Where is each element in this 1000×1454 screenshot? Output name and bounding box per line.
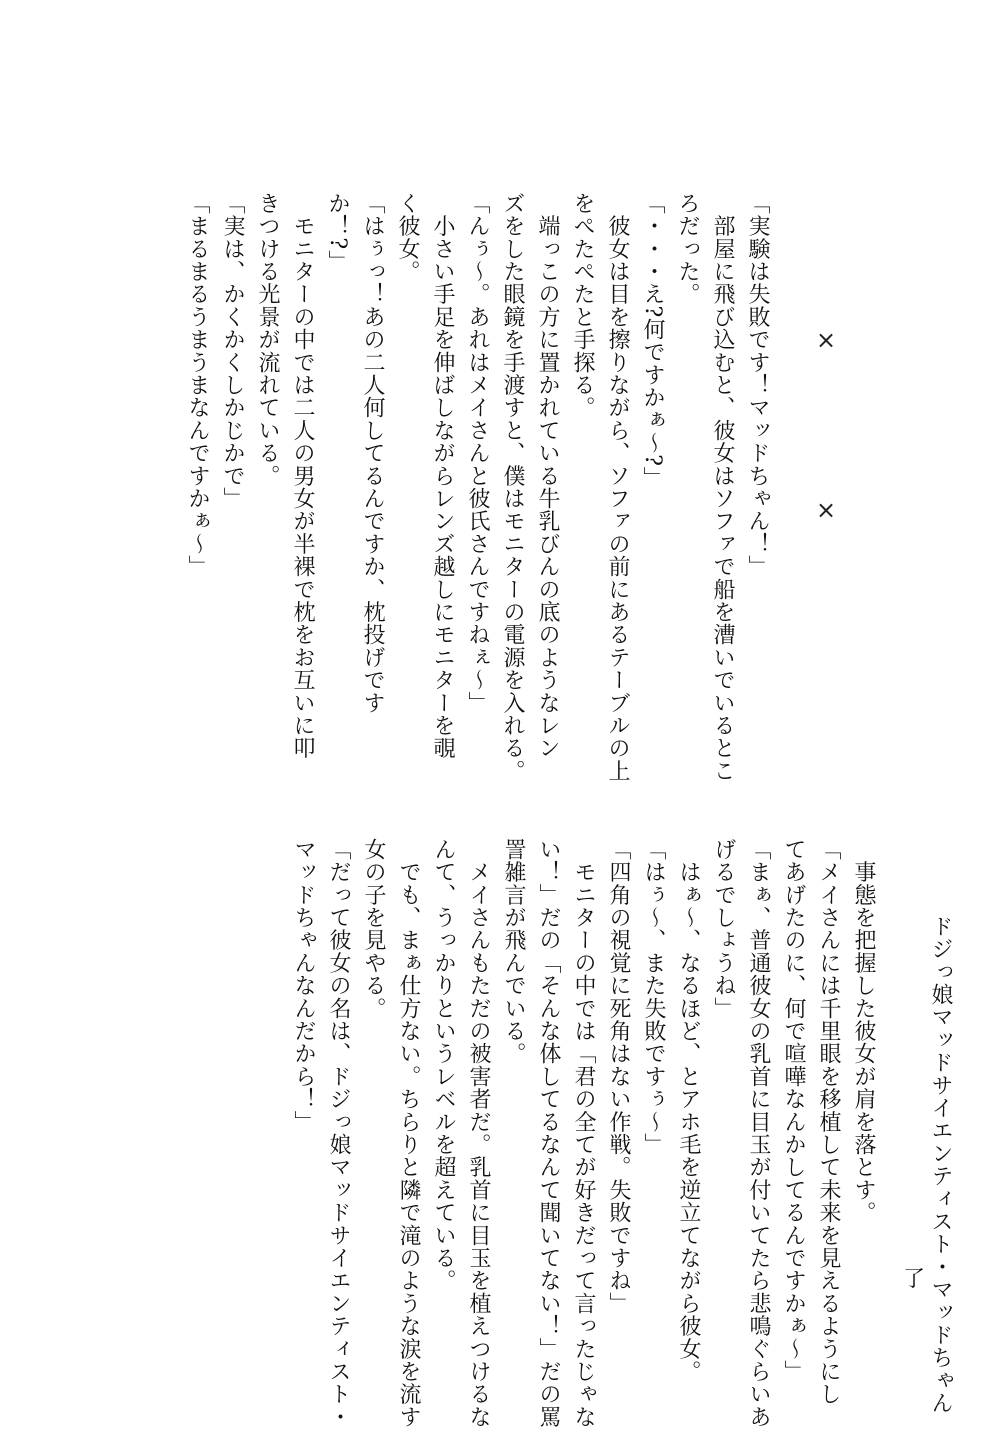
text-column: 「はぅっ！あの二人何してるんですか、枕投げです	[360, 192, 385, 715]
text-column: 「四角の視覚に死角はない作戦。失敗ですね」	[606, 838, 631, 1315]
text-column: モニターの中では「君の全てが好きだって言ったじゃな	[571, 838, 596, 1429]
text-column: でも、まぁ仕方ない。ちらりと隣で滝のような涙を流す	[396, 838, 421, 1429]
text-column: 部屋に飛び込むと、彼女はソファで船を漕いでいるとこ	[710, 192, 735, 783]
text-column: 小さい手足を伸ばしながらレンズ越しにモニターを覗	[430, 192, 455, 760]
story-title-byline: ドジっ娘マッドサイエンティスト・マッドちゃん	[928, 915, 953, 1415]
text-column: く彼女。	[395, 192, 420, 283]
text-column: 「まぁ、普通彼女の乳首に目玉が付いてたら悲鳴ぐらいあ	[746, 838, 771, 1429]
text-column: メイさんもただの被害者だ。乳首に目玉を植えつけるな	[466, 838, 491, 1429]
text-column: ズをした眼鏡を手渡すと、僕はモニターの電源を入れる。	[500, 192, 525, 783]
text-column: はぁ〜、なるほど、とアホ毛を逆立てながら彼女。	[676, 838, 701, 1383]
text-column: か！?」	[325, 192, 350, 273]
scene-separator-1: ×	[816, 326, 837, 354]
text-column: 端っこの方に置かれている牛乳びんの底のようなレン	[535, 192, 560, 760]
end-mark: 了	[903, 1267, 926, 1292]
text-column: い！」だの「そんな体してるなんて聞いてない！」だの罵	[536, 838, 561, 1429]
scene-separator-2: ×	[816, 496, 837, 524]
text-column: 「んぅ〜。あれはメイさんと彼氏さんですねぇ〜」	[465, 192, 490, 715]
text-column: 事態を把握した彼女が肩を落とす。	[851, 838, 876, 1224]
text-column: てあげたのに、何で喧嘩なんかしてるんですかぁ〜」	[781, 838, 806, 1383]
text-column: 「メイさんには千里眼を移植して未来を見えるようにし	[816, 838, 841, 1406]
text-column: 「はぅ〜、また失敗ですぅ〜」	[641, 838, 666, 1156]
text-column: 「実験は失敗です！マッドちゃん！」	[745, 192, 770, 578]
text-column: モニターの中では二人の男女が半裸で枕をお互いに叩	[290, 192, 315, 760]
text-column: んて、うっかりというレベルを超えている。	[431, 838, 456, 1292]
text-column: 「まるまるうまうまなんですかぁ〜」	[185, 192, 210, 578]
text-column: げるでしょうね」	[711, 838, 736, 1020]
text-column: マッドちゃんなんだから！」	[291, 838, 316, 1134]
text-column: 「・・・え?何ですかぁ〜?」	[640, 192, 665, 490]
text-column: きつける光景が流れている。	[255, 192, 280, 488]
text-column: ろだった。	[675, 192, 700, 306]
text-column: 女の子を見やる。	[361, 838, 386, 1020]
text-column: 詈雑言が飛んでいる。	[501, 838, 526, 1065]
text-column: 彼女は目を擦りながら、ソファの前にあるテーブルの上	[605, 192, 630, 783]
text-column: 「実は、かくかくしかじかで」	[220, 192, 245, 510]
text-column: をぺたぺたと手探る。	[570, 192, 595, 419]
text-column: 「だって彼女の名は、ドジっ娘マッドサイエンティスト・	[326, 838, 351, 1429]
